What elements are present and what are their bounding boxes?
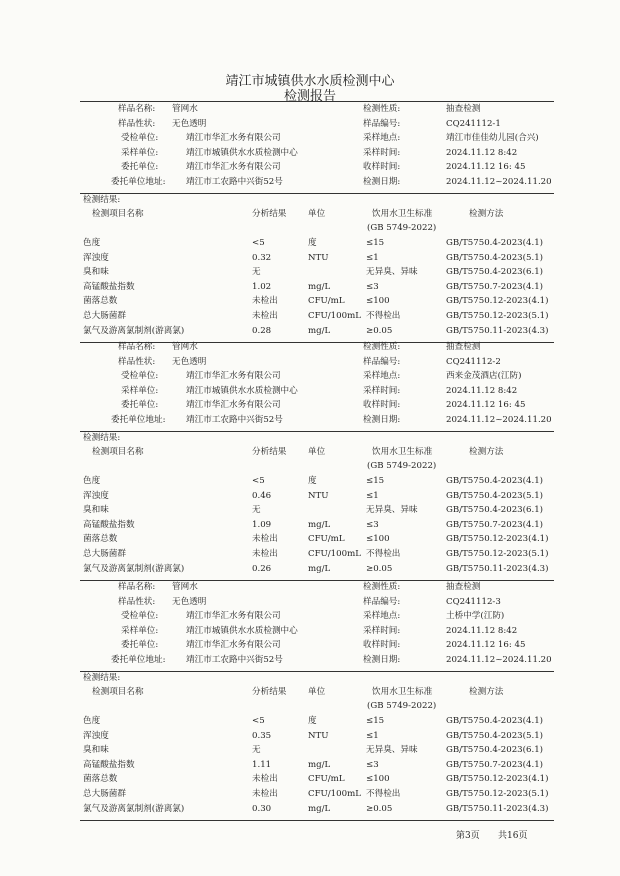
info-value: 靖江市华汇水务有限公司 (186, 162, 281, 172)
col-header-item: 检测项目名称 (92, 687, 144, 697)
row-item: 浑浊度 (83, 490, 109, 501)
report-title: 检测报告 (283, 89, 336, 104)
section-divider (80, 671, 554, 672)
row-method: GB/T5750.12-2023(5.1) (446, 549, 549, 559)
info-label: 采样地点: (363, 371, 401, 381)
info-value: 无色透明 (172, 118, 207, 129)
row-unit: CFU/mL (308, 296, 345, 307)
info-label: 委托单位地址: (111, 654, 166, 665)
row-method: GB/T5750.4-2023(6.1) (446, 745, 544, 756)
row-item: 高锰酸盐指数 (83, 759, 135, 770)
row-unit: mg/L (308, 803, 331, 814)
row-result: 未检出 (252, 774, 278, 785)
row-item: 臭和味 (83, 267, 109, 278)
col-header-unit: 单位 (308, 447, 326, 457)
row-item: 浑浊度 (83, 730, 109, 741)
info-value: 管网水 (172, 582, 198, 592)
col-header-unit: 单位 (308, 209, 326, 219)
info-label: 检测性质: (363, 582, 401, 592)
row-result: 1.09 (252, 519, 272, 530)
row-method: GB/T5750.4-2023(6.1) (446, 505, 544, 516)
info-label: 收样时间: (363, 640, 401, 650)
row-result: 未检出 (252, 311, 278, 321)
info-value: CQ241112-2 (446, 356, 501, 367)
row-item: 色度 (83, 238, 101, 248)
col-header-unit: 单位 (308, 687, 326, 697)
info-value: 靖江市城镇供水水质检测中心 (186, 625, 298, 636)
row-item: 臭和味 (83, 745, 109, 756)
info-label: 委托单位地址: (111, 176, 166, 187)
info-label: 委托单位: (121, 640, 159, 650)
info-label: 采样地点: (363, 133, 401, 143)
col-header-item: 检测项目名称 (92, 209, 144, 219)
info-value: 管网水 (172, 342, 198, 352)
row-unit: 度 (308, 716, 317, 726)
info-value: 靖江市城镇供水水质检测中心 (186, 385, 298, 396)
info-label: 检测性质: (363, 342, 401, 352)
row-item: 色度 (83, 476, 101, 486)
info-label: 检测日期: (363, 176, 401, 187)
info-value: 无色透明 (172, 356, 207, 367)
row-unit: CFU/100mL (308, 549, 361, 559)
info-label: 样品名称: (118, 582, 156, 592)
row-result: 1.11 (252, 759, 272, 770)
info-label: 收样时间: (363, 400, 401, 410)
info-value: 2024.11.12~2024.11.20 (446, 176, 552, 187)
row-item: 菌落总数 (83, 296, 118, 307)
info-value: 靖江市华汇水务有限公司 (186, 371, 281, 381)
col-header-standard: 饮用水卫生标准 (372, 209, 433, 219)
info-label: 采样时间: (363, 625, 401, 636)
row-result: 0.26 (252, 563, 272, 574)
info-value: 抽查检测 (446, 342, 481, 352)
row-method: GB/T5750.7-2023(4.1) (446, 759, 544, 770)
row-unit: mg/L (308, 281, 331, 292)
info-label: 样品性状: (118, 118, 156, 129)
row-item: 氯气及游离氯制剂(游离氯) (83, 325, 185, 336)
page-total: 共16页 (498, 831, 528, 841)
row-item: 氯气及游离氯制剂(游离氯) (83, 803, 185, 814)
info-label: 委托单位: (121, 162, 159, 172)
row-result: 1.02 (252, 281, 272, 292)
info-value: 无色透明 (172, 596, 207, 607)
info-value: 西来金茂酒店(江防) (446, 371, 522, 381)
info-label: 受检单位: (121, 133, 159, 143)
info-label: 受检单位: (121, 371, 159, 381)
row-result: 无 (252, 745, 261, 756)
row-standard: ≤3 (366, 759, 379, 770)
info-label: 样品编号: (363, 596, 401, 607)
row-standard: ≤3 (366, 519, 379, 530)
info-label: 受检单位: (121, 611, 159, 621)
info-label: 采样单位: (121, 385, 159, 396)
info-label: 采样地点: (363, 611, 401, 621)
info-label: 检测日期: (363, 654, 401, 665)
row-standard: ≤1 (366, 730, 379, 741)
row-standard: ≤100 (366, 774, 390, 785)
info-value: 2024.11.12~2024.11.20 (446, 654, 552, 665)
row-result: 0.35 (252, 730, 272, 741)
row-result: 0.28 (252, 325, 272, 336)
info-value: 抽查检测 (446, 104, 481, 114)
row-standard: 不得检出 (366, 789, 401, 799)
row-unit: CFU/mL (308, 534, 345, 545)
info-value: 2024.11.12 16: 45 (446, 640, 526, 650)
row-unit: CFU/100mL (308, 311, 361, 321)
row-standard: ≥0.05 (366, 803, 393, 814)
info-label: 采样时间: (363, 385, 401, 396)
page-number: 第3页 (456, 831, 480, 841)
info-value: 靖江市华汇水务有限公司 (186, 640, 281, 650)
center-name: 靖江市城镇供水水质检测中心 (225, 74, 395, 89)
row-result: <5 (252, 238, 265, 248)
row-result: 无 (252, 267, 261, 278)
info-value: CQ241112-1 (446, 118, 501, 129)
row-item: 高锰酸盐指数 (83, 519, 135, 530)
row-unit: NTU (308, 730, 329, 741)
info-value: 抽查检测 (446, 582, 481, 592)
row-unit: 度 (308, 238, 317, 248)
row-item: 臭和味 (83, 505, 109, 516)
col-header-standard: 饮用水卫生标准 (372, 447, 433, 457)
info-label: 样品名称: (118, 104, 156, 114)
row-item: 总大肠菌群 (83, 789, 126, 799)
row-item: 高锰酸盐指数 (83, 281, 135, 292)
info-value: 靖江市工农路中兴街52号 (186, 414, 283, 425)
info-label: 收样时间: (363, 162, 401, 172)
info-value: 管网水 (172, 104, 198, 114)
row-result: 0.46 (252, 490, 272, 501)
row-method: GB/T5750.4-2023(5.1) (446, 490, 544, 501)
row-item: 总大肠菌群 (83, 311, 126, 321)
row-standard: 不得检出 (366, 549, 401, 559)
row-standard: ≤15 (366, 716, 385, 726)
row-standard: 无异臭、异味 (366, 745, 418, 756)
row-standard: 不得检出 (366, 311, 401, 321)
row-unit: NTU (308, 490, 329, 501)
section-divider (80, 431, 554, 432)
col-header-standard-code: (GB 5749-2022) (367, 701, 437, 711)
info-value: 2024.11.12 8:42 (446, 147, 518, 158)
col-header-method: 检测方法 (469, 447, 504, 457)
info-value: 靖江市城镇供水水质检测中心 (186, 147, 298, 158)
row-method: GB/T5750.12-2023(4.1) (446, 296, 549, 307)
info-value: 靖江市华汇水务有限公司 (186, 133, 281, 143)
row-standard: ≤100 (366, 296, 390, 307)
row-item: 菌落总数 (83, 534, 118, 545)
row-standard: ≤100 (366, 534, 390, 545)
info-value: CQ241112-3 (446, 596, 501, 607)
row-item: 浑浊度 (83, 252, 109, 263)
row-result: 未检出 (252, 549, 278, 559)
row-unit: mg/L (308, 563, 331, 574)
row-result: 未检出 (252, 534, 278, 545)
col-header-method: 检测方法 (469, 209, 504, 219)
info-label: 样品编号: (363, 356, 401, 367)
row-result: 未检出 (252, 789, 278, 799)
row-standard: ≤15 (366, 476, 385, 486)
row-method: GB/T5750.4-2023(6.1) (446, 267, 544, 278)
row-standard: 无异臭、异味 (366, 267, 418, 278)
row-result: 0.32 (252, 252, 272, 263)
info-value: 土桥中学(江防) (446, 611, 505, 621)
info-label: 样品名称: (118, 342, 156, 352)
row-standard: ≤1 (366, 252, 379, 263)
col-header-standard: 饮用水卫生标准 (372, 687, 433, 697)
info-value: 2024.11.12 8:42 (446, 625, 518, 636)
row-item: 氯气及游离氯制剂(游离氯) (83, 563, 185, 574)
results-label: 检测结果: (83, 195, 121, 205)
col-header-standard-code: (GB 5749-2022) (367, 461, 437, 471)
info-value: 靖江市华汇水务有限公司 (186, 611, 281, 621)
row-result: <5 (252, 476, 265, 486)
info-value: 靖江市华汇水务有限公司 (186, 400, 281, 410)
row-method: GB/T5750.12-2023(4.1) (446, 774, 549, 785)
row-standard: ≤1 (366, 490, 379, 501)
row-standard: ≥0.05 (366, 325, 393, 336)
info-value: 2024.11.12 8:42 (446, 385, 518, 396)
results-label: 检测结果: (83, 673, 121, 683)
row-standard: 无异臭、异味 (366, 505, 418, 516)
row-method: GB/T5750.12-2023(4.1) (446, 534, 549, 545)
row-item: 色度 (83, 716, 101, 726)
col-header-result: 分析结果 (252, 209, 287, 219)
info-label: 采样单位: (121, 625, 159, 636)
row-method: GB/T5750.11-2023(4.3) (446, 563, 549, 574)
row-method: GB/T5750.11-2023(4.3) (446, 803, 549, 814)
row-method: GB/T5750.7-2023(4.1) (446, 281, 544, 292)
row-standard: ≥0.05 (366, 563, 393, 574)
row-unit: mg/L (308, 759, 331, 770)
row-standard: ≤3 (366, 281, 379, 292)
info-label: 采样时间: (363, 147, 401, 158)
info-label: 样品编号: (363, 118, 401, 129)
info-value: 靖江市工农路中兴街52号 (186, 654, 283, 665)
info-label: 委托单位地址: (111, 414, 166, 425)
row-result: 未检出 (252, 296, 278, 307)
row-method: GB/T5750.4-2023(5.1) (446, 252, 544, 263)
row-item: 菌落总数 (83, 774, 118, 785)
info-value: 2024.11.12 16: 45 (446, 400, 526, 410)
row-unit: CFU/mL (308, 774, 345, 785)
row-unit: NTU (308, 252, 329, 263)
info-label: 采样单位: (121, 147, 159, 158)
info-label: 样品性状: (118, 596, 156, 607)
info-value: 2024.11.12~2024.11.20 (446, 414, 552, 425)
row-unit: mg/L (308, 325, 331, 336)
results-label: 检测结果: (83, 433, 121, 443)
row-method: GB/T5750.4-2023(4.1) (446, 716, 544, 726)
info-label: 样品性状: (118, 356, 156, 367)
col-header-item: 检测项目名称 (92, 447, 144, 457)
col-header-method: 检测方法 (469, 687, 504, 697)
row-method: GB/T5750.7-2023(4.1) (446, 519, 544, 530)
row-result: 无 (252, 505, 261, 516)
info-value: 靖江市工农路中兴街52号 (186, 176, 283, 187)
row-method: GB/T5750.4-2023(5.1) (446, 730, 544, 741)
col-header-standard-code: (GB 5749-2022) (367, 223, 437, 233)
row-result: <5 (252, 716, 265, 726)
section-divider (80, 193, 554, 194)
info-label: 检测性质: (363, 104, 401, 114)
row-method: GB/T5750.12-2023(5.1) (446, 311, 549, 321)
row-result: 0.30 (252, 803, 272, 814)
row-method: GB/T5750.11-2023(4.3) (446, 325, 549, 336)
section-bottom-line (80, 820, 554, 821)
row-item: 总大肠菌群 (83, 549, 126, 559)
header-divider (80, 101, 554, 102)
row-unit: 度 (308, 476, 317, 486)
row-method: GB/T5750.12-2023(5.1) (446, 789, 549, 799)
info-label: 委托单位: (121, 400, 159, 410)
row-method: GB/T5750.4-2023(4.1) (446, 476, 544, 486)
info-label: 检测日期: (363, 414, 401, 425)
row-method: GB/T5750.4-2023(4.1) (446, 238, 544, 248)
col-header-result: 分析结果 (252, 687, 287, 697)
row-unit: mg/L (308, 519, 331, 530)
col-header-result: 分析结果 (252, 447, 287, 457)
info-value: 靖江市佳佳幼儿园(合兴) (446, 133, 539, 143)
info-value: 2024.11.12 16: 45 (446, 162, 526, 172)
row-standard: ≤15 (366, 238, 385, 248)
row-unit: CFU/100mL (308, 789, 361, 799)
